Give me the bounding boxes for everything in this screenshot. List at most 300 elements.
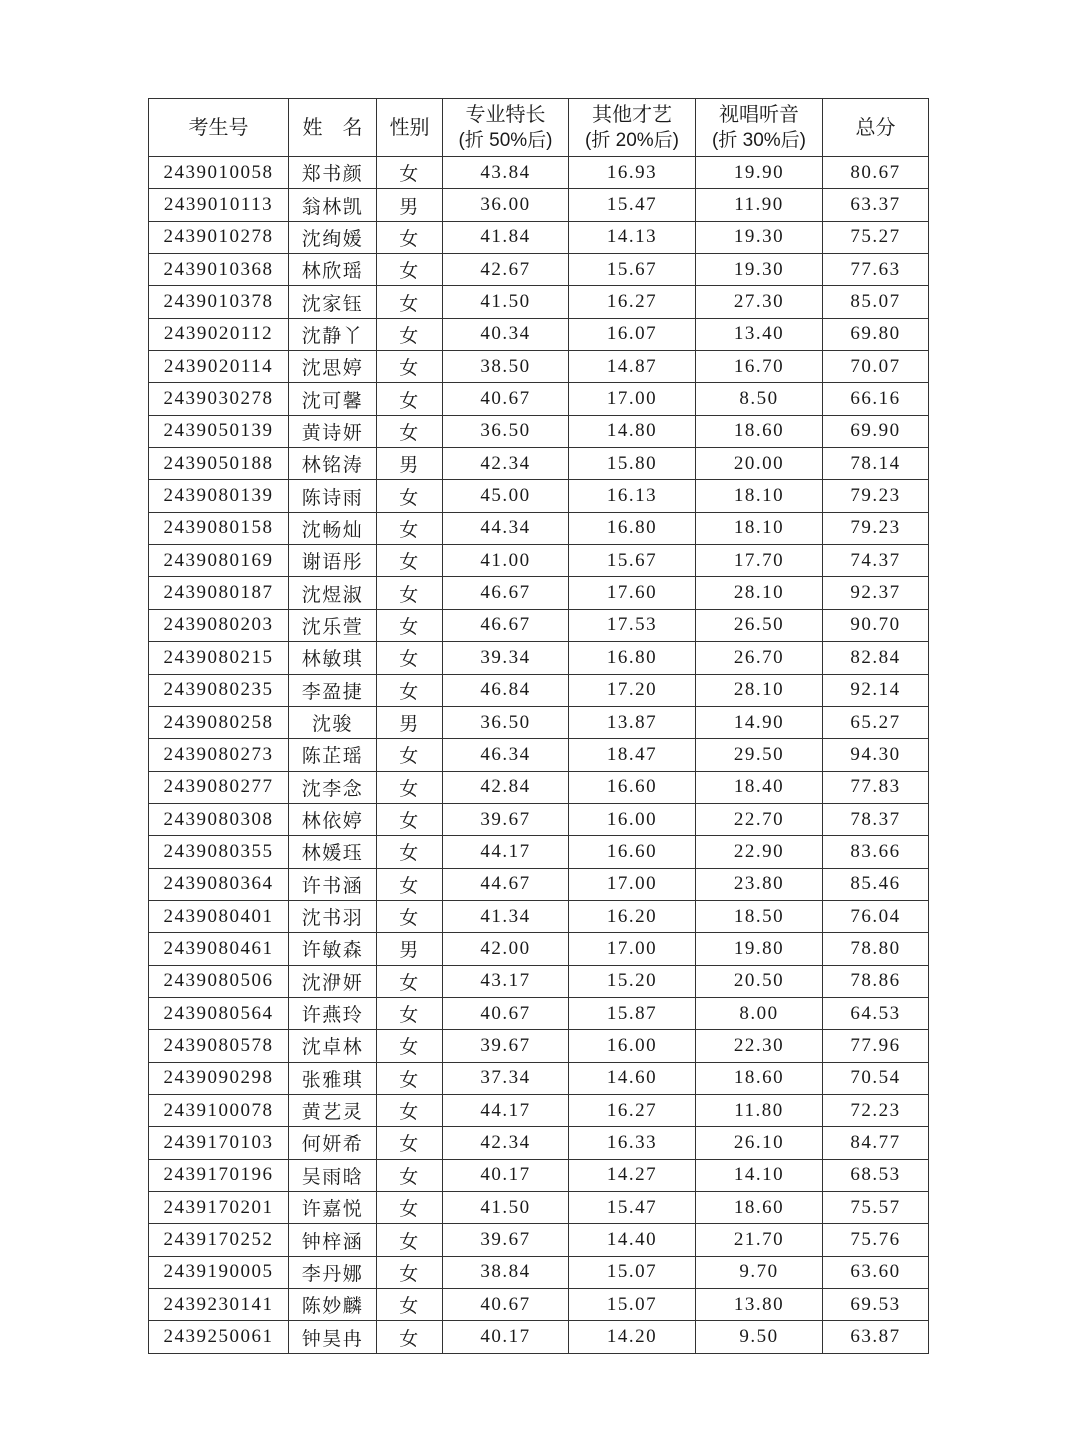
cell-other-talent: 16.00 (569, 1030, 696, 1062)
cell-sight-singing: 9.50 (696, 1321, 823, 1353)
cell-total: 83.66 (823, 836, 929, 868)
cell-name: 何妍希 (289, 1127, 377, 1159)
cell-major-specialty: 42.34 (443, 448, 569, 480)
cell-gender: 女 (377, 318, 443, 350)
cell-major-specialty: 36.00 (443, 189, 569, 221)
cell-name: 沈绚媛 (289, 221, 377, 253)
cell-other-talent: 16.00 (569, 803, 696, 835)
cell-name: 陈妙麟 (289, 1289, 377, 1321)
cell-sight-singing: 18.60 (696, 1192, 823, 1224)
cell-total: 75.57 (823, 1192, 929, 1224)
cell-gender: 女 (377, 836, 443, 868)
cell-total: 84.77 (823, 1127, 929, 1159)
cell-major-specialty: 46.67 (443, 609, 569, 641)
cell-gender: 男 (377, 706, 443, 738)
cell-exam-id: 2439170201 (149, 1192, 289, 1224)
cell-other-talent: 14.27 (569, 1159, 696, 1191)
cell-sight-singing: 27.30 (696, 286, 823, 318)
cell-other-talent: 17.00 (569, 933, 696, 965)
table-row (149, 1094, 929, 1126)
cell-gender: 女 (377, 1224, 443, 1256)
cell-major-specialty: 42.34 (443, 1127, 569, 1159)
table-row (149, 836, 929, 868)
cell-exam-id: 2439080139 (149, 480, 289, 512)
cell-major-specialty: 45.00 (443, 480, 569, 512)
cell-major-specialty: 41.84 (443, 221, 569, 253)
cell-major-specialty: 40.67 (443, 997, 569, 1029)
cell-total: 63.37 (823, 189, 929, 221)
cell-exam-id: 2439050139 (149, 415, 289, 447)
cell-exam-id: 2439010278 (149, 221, 289, 253)
cell-major-specialty: 42.84 (443, 771, 569, 803)
cell-name: 沈卓林 (289, 1030, 377, 1062)
cell-other-talent: 15.67 (569, 254, 696, 286)
cell-sight-singing: 19.80 (696, 933, 823, 965)
cell-sight-singing: 26.10 (696, 1127, 823, 1159)
cell-total: 78.80 (823, 933, 929, 965)
header-sight-singing: 视唱听音 (折 30%后) (696, 99, 823, 157)
cell-other-talent: 14.80 (569, 415, 696, 447)
cell-name: 黄艺灵 (289, 1094, 377, 1126)
cell-gender: 女 (377, 157, 443, 189)
cell-exam-id: 2439100078 (149, 1094, 289, 1126)
cell-other-talent: 15.47 (569, 189, 696, 221)
cell-gender: 女 (377, 1062, 443, 1094)
cell-gender: 女 (377, 674, 443, 706)
cell-other-talent: 15.80 (569, 448, 696, 480)
cell-total: 69.90 (823, 415, 929, 447)
cell-total: 70.54 (823, 1062, 929, 1094)
cell-gender: 男 (377, 448, 443, 480)
cell-sight-singing: 13.40 (696, 318, 823, 350)
cell-total: 78.14 (823, 448, 929, 480)
cell-sight-singing: 18.60 (696, 1062, 823, 1094)
cell-sight-singing: 20.00 (696, 448, 823, 480)
cell-gender: 女 (377, 480, 443, 512)
cell-major-specialty: 36.50 (443, 706, 569, 738)
cell-exam-id: 2439080169 (149, 545, 289, 577)
cell-name: 郑书颜 (289, 157, 377, 189)
cell-other-talent: 16.20 (569, 900, 696, 932)
cell-gender: 女 (377, 1030, 443, 1062)
cell-exam-id: 2439010058 (149, 157, 289, 189)
cell-total: 82.84 (823, 642, 929, 674)
table-row (149, 480, 929, 512)
cell-major-specialty: 44.67 (443, 868, 569, 900)
cell-name: 沈书羽 (289, 900, 377, 932)
cell-gender: 女 (377, 609, 443, 641)
table-row (149, 771, 929, 803)
cell-name: 沈家钰 (289, 286, 377, 318)
cell-total: 92.37 (823, 577, 929, 609)
cell-exam-id: 2439170103 (149, 1127, 289, 1159)
cell-total: 85.46 (823, 868, 929, 900)
cell-gender: 女 (377, 997, 443, 1029)
table-row (149, 965, 929, 997)
cell-major-specialty: 43.84 (443, 157, 569, 189)
cell-name: 谢语彤 (289, 545, 377, 577)
table-row (149, 512, 929, 544)
table-row (149, 803, 929, 835)
cell-gender: 女 (377, 900, 443, 932)
cell-other-talent: 14.87 (569, 351, 696, 383)
table-row (149, 221, 929, 253)
table-row (149, 1321, 929, 1353)
cell-other-talent: 14.20 (569, 1321, 696, 1353)
table-row (149, 997, 929, 1029)
cell-gender: 女 (377, 286, 443, 318)
cell-sight-singing: 18.60 (696, 415, 823, 447)
cell-total: 70.07 (823, 351, 929, 383)
cell-total: 68.53 (823, 1159, 929, 1191)
table-row (149, 577, 929, 609)
cell-total: 78.37 (823, 803, 929, 835)
cell-major-specialty: 44.34 (443, 512, 569, 544)
cell-exam-id: 2439080355 (149, 836, 289, 868)
cell-gender: 女 (377, 512, 443, 544)
cell-exam-id: 2439030278 (149, 383, 289, 415)
cell-exam-id: 2439190005 (149, 1256, 289, 1288)
cell-total: 63.60 (823, 1256, 929, 1288)
cell-total: 72.23 (823, 1094, 929, 1126)
cell-total: 79.23 (823, 480, 929, 512)
cell-name: 李盈捷 (289, 674, 377, 706)
cell-other-talent: 15.47 (569, 1192, 696, 1224)
cell-exam-id: 2439080506 (149, 965, 289, 997)
cell-major-specialty: 42.00 (443, 933, 569, 965)
table-row (149, 1192, 929, 1224)
cell-name: 林敏琪 (289, 642, 377, 674)
cell-gender: 女 (377, 254, 443, 286)
cell-exam-id: 2439170196 (149, 1159, 289, 1191)
cell-major-specialty: 40.67 (443, 1289, 569, 1321)
cell-major-specialty: 39.67 (443, 803, 569, 835)
table-row (149, 706, 929, 738)
cell-major-specialty: 44.17 (443, 1094, 569, 1126)
header-total: 总分 (823, 99, 929, 157)
cell-exam-id: 2439050188 (149, 448, 289, 480)
cell-sight-singing: 11.80 (696, 1094, 823, 1126)
table-row (149, 157, 929, 189)
cell-major-specialty: 42.67 (443, 254, 569, 286)
cell-major-specialty: 46.67 (443, 577, 569, 609)
cell-other-talent: 17.20 (569, 674, 696, 706)
table-row (149, 609, 929, 641)
cell-other-talent: 15.07 (569, 1256, 696, 1288)
cell-major-specialty: 39.67 (443, 1030, 569, 1062)
cell-sight-singing: 19.30 (696, 221, 823, 253)
cell-exam-id: 2439080308 (149, 803, 289, 835)
cell-name: 许燕玲 (289, 997, 377, 1029)
cell-major-specialty: 41.00 (443, 545, 569, 577)
cell-sight-singing: 28.10 (696, 674, 823, 706)
table-row (149, 189, 929, 221)
header-major-specialty: 专业特长 (折 50%后) (443, 99, 569, 157)
cell-sight-singing: 18.50 (696, 900, 823, 932)
cell-major-specialty: 46.34 (443, 739, 569, 771)
cell-exam-id: 2439080564 (149, 997, 289, 1029)
table-row (149, 1127, 929, 1159)
cell-name: 陈芷瑶 (289, 739, 377, 771)
cell-name: 张雅琪 (289, 1062, 377, 1094)
cell-other-talent: 15.20 (569, 965, 696, 997)
cell-name: 沈煜淑 (289, 577, 377, 609)
cell-sight-singing: 18.40 (696, 771, 823, 803)
cell-major-specialty: 40.67 (443, 383, 569, 415)
cell-total: 69.80 (823, 318, 929, 350)
cell-sight-singing: 13.80 (696, 1289, 823, 1321)
cell-gender: 女 (377, 1094, 443, 1126)
cell-other-talent: 16.60 (569, 771, 696, 803)
cell-other-talent: 16.07 (569, 318, 696, 350)
table-row (149, 1224, 929, 1256)
cell-major-specialty: 40.17 (443, 1159, 569, 1191)
table-row (149, 383, 929, 415)
cell-name: 沈骏 (289, 706, 377, 738)
cell-sight-singing: 16.70 (696, 351, 823, 383)
cell-other-talent: 16.80 (569, 512, 696, 544)
table-row (149, 1289, 929, 1321)
table-body (149, 157, 929, 1354)
cell-gender: 男 (377, 189, 443, 221)
cell-major-specialty: 41.50 (443, 1192, 569, 1224)
cell-major-specialty: 36.50 (443, 415, 569, 447)
cell-exam-id: 2439080461 (149, 933, 289, 965)
cell-other-talent: 18.47 (569, 739, 696, 771)
cell-sight-singing: 22.30 (696, 1030, 823, 1062)
header-gender: 性别 (377, 99, 443, 157)
cell-name: 许嘉悦 (289, 1192, 377, 1224)
table-row (149, 739, 929, 771)
cell-other-talent: 16.60 (569, 836, 696, 868)
cell-major-specialty: 46.84 (443, 674, 569, 706)
cell-name: 沈畅灿 (289, 512, 377, 544)
cell-sight-singing: 11.90 (696, 189, 823, 221)
cell-other-talent: 14.60 (569, 1062, 696, 1094)
cell-sight-singing: 17.70 (696, 545, 823, 577)
cell-gender: 女 (377, 545, 443, 577)
cell-total: 63.87 (823, 1321, 929, 1353)
cell-name: 吴雨晗 (289, 1159, 377, 1191)
header-other-talent: 其他才艺 (折 20%后) (569, 99, 696, 157)
cell-total: 79.23 (823, 512, 929, 544)
header-exam-id: 考生号 (149, 99, 289, 157)
cell-total: 74.37 (823, 545, 929, 577)
cell-other-talent: 16.33 (569, 1127, 696, 1159)
cell-exam-id: 2439010368 (149, 254, 289, 286)
cell-major-specialty: 41.50 (443, 286, 569, 318)
table-row (149, 868, 929, 900)
cell-name: 沈李念 (289, 771, 377, 803)
table-row (149, 254, 929, 286)
cell-total: 65.27 (823, 706, 929, 738)
cell-sight-singing: 19.90 (696, 157, 823, 189)
cell-exam-id: 2439080215 (149, 642, 289, 674)
cell-major-specialty: 39.67 (443, 1224, 569, 1256)
cell-name: 钟昊冉 (289, 1321, 377, 1353)
cell-name: 沈洢妍 (289, 965, 377, 997)
cell-name: 沈思婷 (289, 351, 377, 383)
cell-exam-id: 2439080203 (149, 609, 289, 641)
table-row (149, 286, 929, 318)
table-row (149, 448, 929, 480)
table-row (149, 900, 929, 932)
cell-gender: 女 (377, 577, 443, 609)
cell-total: 77.63 (823, 254, 929, 286)
cell-other-talent: 16.93 (569, 157, 696, 189)
cell-major-specialty: 38.84 (443, 1256, 569, 1288)
cell-major-specialty: 39.34 (443, 642, 569, 674)
cell-gender: 女 (377, 1159, 443, 1191)
cell-other-talent: 17.00 (569, 868, 696, 900)
cell-major-specialty: 44.17 (443, 836, 569, 868)
cell-gender: 女 (377, 965, 443, 997)
table-row (149, 351, 929, 383)
cell-exam-id: 2439080158 (149, 512, 289, 544)
table-row (149, 318, 929, 350)
cell-sight-singing: 29.50 (696, 739, 823, 771)
cell-gender: 女 (377, 415, 443, 447)
cell-other-talent: 13.87 (569, 706, 696, 738)
cell-total: 78.86 (823, 965, 929, 997)
cell-sight-singing: 18.10 (696, 512, 823, 544)
cell-total: 77.96 (823, 1030, 929, 1062)
cell-name: 林媛珏 (289, 836, 377, 868)
cell-name: 陈诗雨 (289, 480, 377, 512)
cell-major-specialty: 43.17 (443, 965, 569, 997)
cell-gender: 女 (377, 383, 443, 415)
cell-other-talent: 16.27 (569, 286, 696, 318)
cell-other-talent: 17.53 (569, 609, 696, 641)
cell-name: 许书涵 (289, 868, 377, 900)
cell-name: 沈静丫 (289, 318, 377, 350)
cell-gender: 女 (377, 351, 443, 383)
cell-total: 80.67 (823, 157, 929, 189)
cell-name: 林铭涛 (289, 448, 377, 480)
cell-other-talent: 14.13 (569, 221, 696, 253)
cell-gender: 女 (377, 1256, 443, 1288)
cell-name: 李丹娜 (289, 1256, 377, 1288)
table-row (149, 933, 929, 965)
cell-exam-id: 2439020114 (149, 351, 289, 383)
cell-sight-singing: 28.10 (696, 577, 823, 609)
cell-sight-singing: 14.90 (696, 706, 823, 738)
cell-exam-id: 2439010113 (149, 189, 289, 221)
cell-total: 85.07 (823, 286, 929, 318)
cell-gender: 女 (377, 1127, 443, 1159)
cell-sight-singing: 20.50 (696, 965, 823, 997)
table-row (149, 415, 929, 447)
cell-name: 许敏森 (289, 933, 377, 965)
cell-name: 黄诗妍 (289, 415, 377, 447)
cell-total: 75.76 (823, 1224, 929, 1256)
score-table (148, 98, 929, 1354)
cell-exam-id: 2439230141 (149, 1289, 289, 1321)
cell-sight-singing: 18.10 (696, 480, 823, 512)
cell-gender: 女 (377, 868, 443, 900)
cell-other-talent: 15.87 (569, 997, 696, 1029)
cell-exam-id: 2439010378 (149, 286, 289, 318)
cell-gender: 女 (377, 1192, 443, 1224)
cell-major-specialty: 37.34 (443, 1062, 569, 1094)
cell-major-specialty: 38.50 (443, 351, 569, 383)
table-row (149, 1256, 929, 1288)
cell-other-talent: 14.40 (569, 1224, 696, 1256)
cell-gender: 女 (377, 739, 443, 771)
cell-exam-id: 2439080258 (149, 706, 289, 738)
table-row (149, 1030, 929, 1062)
cell-exam-id: 2439080364 (149, 868, 289, 900)
header-name: 姓 名 (289, 99, 377, 157)
cell-major-specialty: 40.34 (443, 318, 569, 350)
cell-total: 66.16 (823, 383, 929, 415)
cell-name: 翁林凯 (289, 189, 377, 221)
cell-sight-singing: 9.70 (696, 1256, 823, 1288)
cell-exam-id: 2439090298 (149, 1062, 289, 1094)
cell-sight-singing: 14.10 (696, 1159, 823, 1191)
cell-total: 94.30 (823, 739, 929, 771)
cell-sight-singing: 19.30 (696, 254, 823, 286)
cell-gender: 女 (377, 1289, 443, 1321)
cell-total: 76.04 (823, 900, 929, 932)
cell-name: 林欣瑶 (289, 254, 377, 286)
cell-exam-id: 2439020112 (149, 318, 289, 350)
cell-major-specialty: 40.17 (443, 1321, 569, 1353)
cell-name: 沈可馨 (289, 383, 377, 415)
cell-sight-singing: 22.90 (696, 836, 823, 868)
table-row (149, 642, 929, 674)
cell-sight-singing: 23.80 (696, 868, 823, 900)
cell-gender: 女 (377, 1321, 443, 1353)
table-row (149, 1062, 929, 1094)
table-row (149, 674, 929, 706)
table-row (149, 1159, 929, 1191)
cell-total: 69.53 (823, 1289, 929, 1321)
cell-other-talent: 16.27 (569, 1094, 696, 1126)
cell-sight-singing: 21.70 (696, 1224, 823, 1256)
cell-name: 钟梓涵 (289, 1224, 377, 1256)
cell-total: 64.53 (823, 997, 929, 1029)
cell-exam-id: 2439170252 (149, 1224, 289, 1256)
cell-sight-singing: 8.50 (696, 383, 823, 415)
cell-name: 沈乐萱 (289, 609, 377, 641)
cell-sight-singing: 8.00 (696, 997, 823, 1029)
cell-exam-id: 2439250061 (149, 1321, 289, 1353)
cell-exam-id: 2439080235 (149, 674, 289, 706)
cell-total: 92.14 (823, 674, 929, 706)
header-row (149, 99, 929, 157)
cell-sight-singing: 22.70 (696, 803, 823, 835)
cell-exam-id: 2439080273 (149, 739, 289, 771)
cell-other-talent: 17.00 (569, 383, 696, 415)
cell-gender: 女 (377, 221, 443, 253)
cell-sight-singing: 26.70 (696, 642, 823, 674)
cell-exam-id: 2439080578 (149, 1030, 289, 1062)
cell-gender: 女 (377, 803, 443, 835)
cell-other-talent: 17.60 (569, 577, 696, 609)
cell-other-talent: 16.80 (569, 642, 696, 674)
cell-exam-id: 2439080401 (149, 900, 289, 932)
cell-total: 90.70 (823, 609, 929, 641)
cell-other-talent: 16.13 (569, 480, 696, 512)
cell-total: 77.83 (823, 771, 929, 803)
cell-sight-singing: 26.50 (696, 609, 823, 641)
cell-exam-id: 2439080277 (149, 771, 289, 803)
cell-other-talent: 15.67 (569, 545, 696, 577)
cell-name: 林依婷 (289, 803, 377, 835)
cell-gender: 女 (377, 771, 443, 803)
table-row (149, 545, 929, 577)
